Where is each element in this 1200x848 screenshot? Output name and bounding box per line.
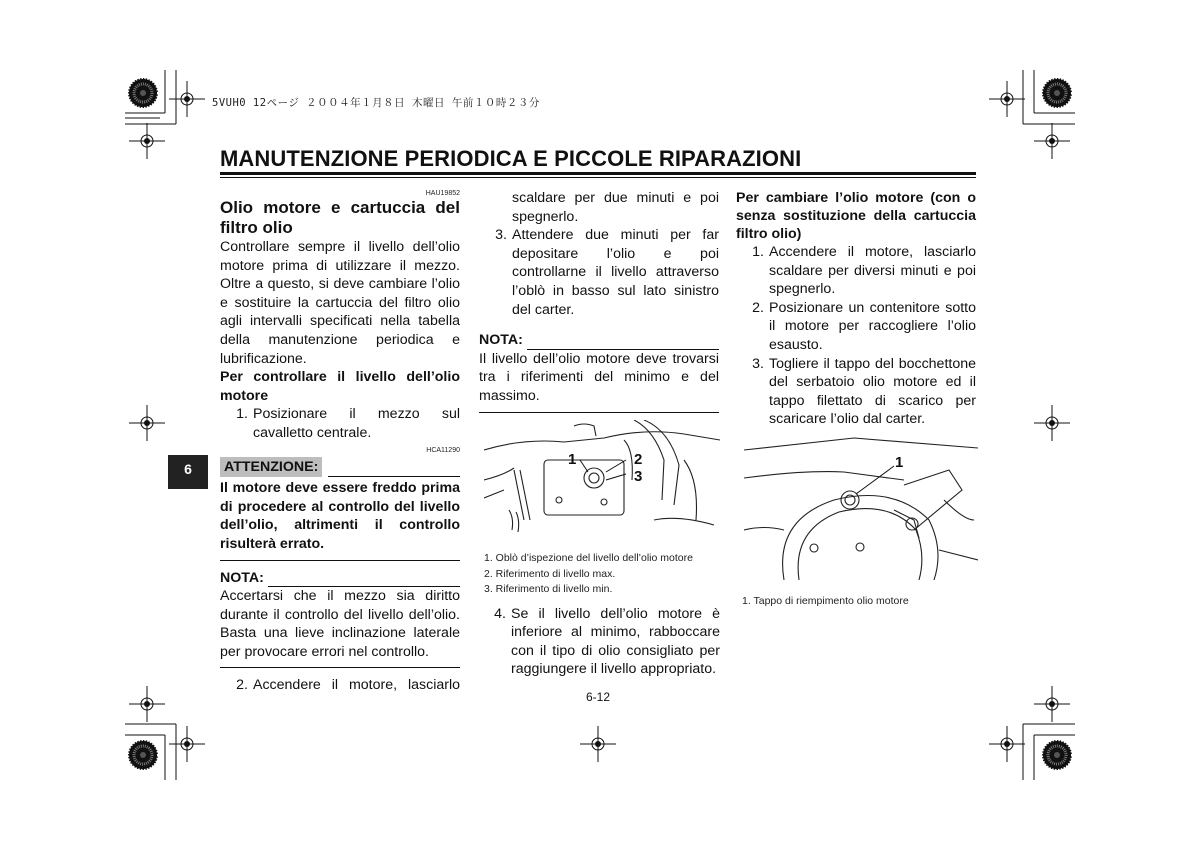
column-2-lower	[484, 551, 720, 679]
column-3	[736, 189, 976, 429]
page-number: 6-12	[586, 690, 611, 704]
step-text: scaldare per due minuti e poi spegnerlo.	[512, 190, 719, 225]
step-text: Posizionare il mezzo sul cavalletto centrale.	[253, 406, 460, 441]
ref-code: HAU19852	[425, 190, 460, 197]
nota-label: NOTA:	[479, 332, 523, 349]
oil-filler-cap-illustration	[744, 430, 978, 580]
step-number: 3.	[495, 227, 507, 244]
attention-text: Il motore deve essere freddo prima di procedere al controllo del livello dell’olio, altrimenti il controllo risulterà errato.	[220, 480, 460, 552]
step-2	[220, 676, 460, 695]
step-3	[479, 226, 719, 319]
step-2	[736, 299, 976, 355]
step-number: 1.	[752, 244, 764, 260]
step-number: 2.	[752, 299, 764, 316]
print-header-code: 5VUH0 12ページ ２００４年１月８日 木曜日 午前１０時２３分	[212, 97, 540, 109]
step-text: Accendere il motore, lasciarlo scaldare per diversi minuti e poi spegnerlo.	[769, 244, 976, 298]
step-1-continued	[479, 189, 719, 226]
step-text: Se il livello dell’olio motore è inferiore al minimo, rabboccare con il tipo di olio consigliato per raggiungere il livello appropriato.	[511, 605, 720, 678]
step-number: 4.	[494, 605, 506, 622]
step-3	[736, 355, 976, 429]
figure-caption-1: 1. Oblò d’ispezione del livello dell’olio motore	[484, 552, 693, 564]
figure-label-3: 3	[634, 468, 643, 485]
nota-heading	[220, 569, 460, 588]
figure-caption-2: 2. Riferimento di livello max.	[484, 567, 616, 580]
step-number: 1.	[236, 406, 248, 423]
step-1	[220, 405, 460, 442]
column-1	[220, 189, 460, 695]
title-rule-thin	[220, 177, 976, 178]
chapter-tab: 6	[168, 455, 208, 489]
column-2	[479, 189, 719, 413]
step-text: Togliere il tappo del bocchettone del serbatoio olio motore ed il tappo filettato di scarico per scaricare l’olio dal carter.	[769, 355, 976, 428]
figure-label-2: 2	[634, 451, 643, 468]
step-text: Accendere il motore, lasciarlo	[253, 677, 460, 694]
page-title: MANUTENZIONE PERIODICA E PICCOLE RIPARAZIONI	[220, 146, 802, 171]
title-rule-thick	[220, 172, 976, 175]
check-heading: Per controllare il livello dell’olio motore	[220, 369, 460, 404]
ref-code: HCA11290	[426, 446, 460, 454]
attention-badge: ATTENZIONE:	[220, 457, 322, 478]
oil-level-window-illustration	[484, 420, 720, 540]
step-1	[736, 243, 976, 299]
figure-caption: 1. Tappo di riempimento olio motore	[742, 595, 909, 607]
nota-label: NOTA:	[220, 569, 264, 586]
step-text: Attendere due minuti per far depositare l’olio e poi controllarne il livello attraverso l’oblò in basso sul lato sinistro del carter.	[512, 227, 719, 318]
intro-paragraph: Controllare sempre il livello dell’olio motore prima di utilizzare il mezzo. Oltre a questo, si deve cambiare l’olio e sostituire la cartuccia del filtro olio agli intervalli specificati nella tabella della manutenzione periodica e lubrificazione.	[220, 239, 460, 367]
nota-text: Accertarsi che il mezzo sia diritto durante il controllo del livello dell’olio. Basta una lieve inclinazione laterale per provocare errori nel controllo.	[220, 588, 460, 660]
section-title: Olio motore e cartuccia del filtro olio	[220, 198, 460, 237]
nota-heading	[479, 331, 719, 350]
step-4	[484, 605, 720, 679]
figure-caption-3: 3. Riferimento di livello min.	[484, 583, 613, 595]
change-oil-heading: Per cambiare l’olio motore (con o senza sostituzione della cartuccia filtro olio)	[736, 190, 976, 242]
attention-heading	[220, 457, 460, 478]
nota-text: Il livello dell’olio motore deve trovarsi tra i riferimenti del minimo e del massimo.	[479, 350, 719, 404]
step-text: Posizionare un contenitore sotto il motore per raccogliere l’olio esausto.	[769, 299, 976, 353]
step-number: 3.	[752, 355, 764, 372]
figure-label-1: 1	[895, 454, 904, 471]
figure-label-1: 1	[568, 451, 577, 468]
step-number: 2.	[236, 677, 248, 694]
